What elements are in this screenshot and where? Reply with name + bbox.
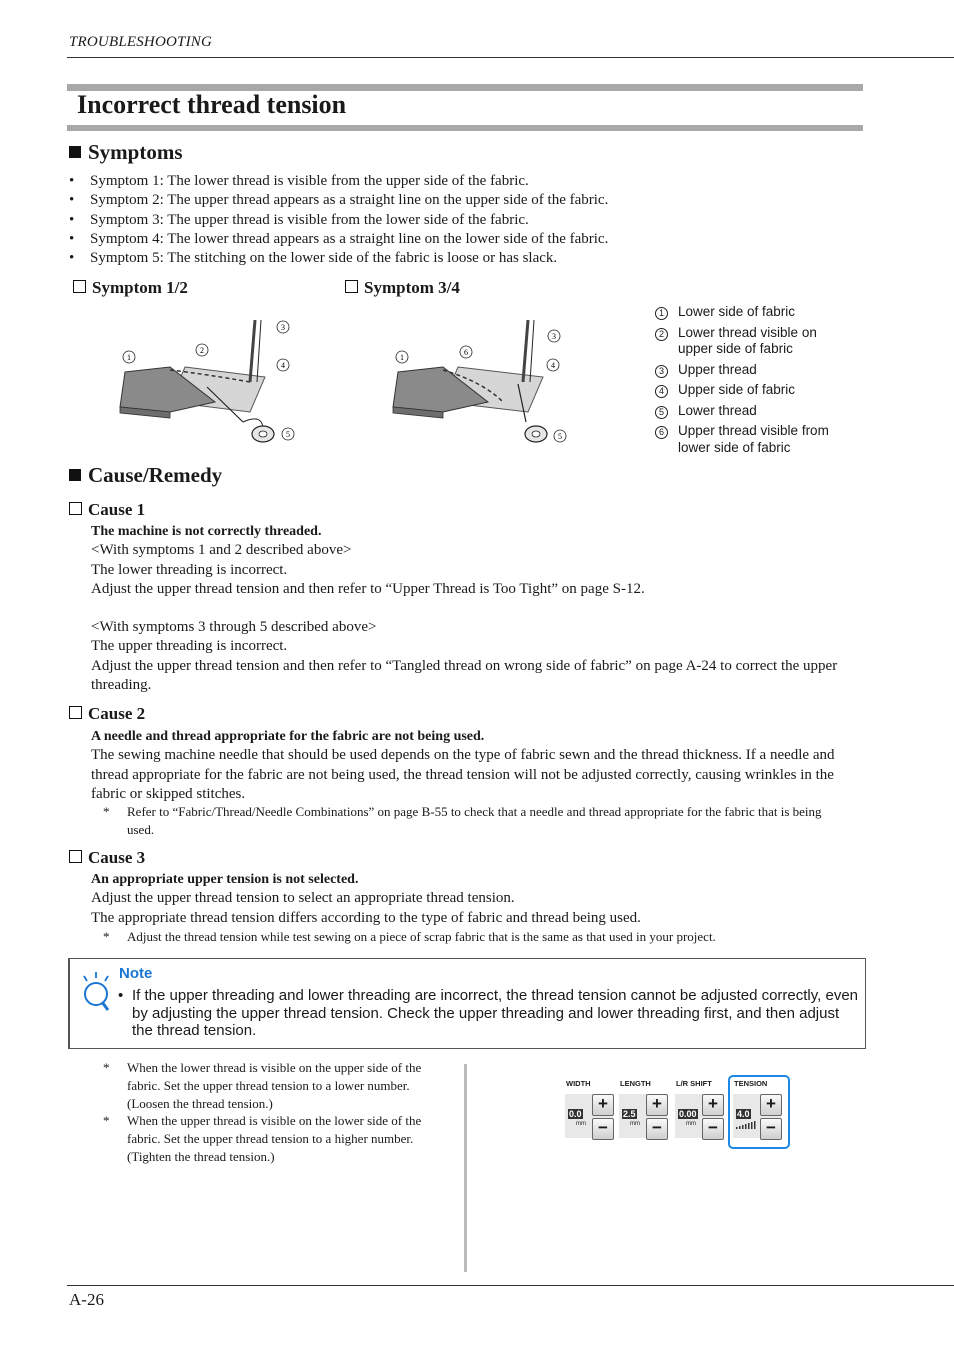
- cause-3-heading: Cause 3: [69, 848, 145, 868]
- stitch-settings-panel: [562, 1077, 788, 1149]
- svg-text:1: 1: [127, 353, 131, 362]
- svg-text:3: 3: [552, 332, 556, 341]
- svg-text:5: 5: [286, 430, 290, 439]
- svg-text:4: 4: [281, 361, 285, 370]
- legend-item: 1 Lower side of fabric: [655, 304, 855, 321]
- running-header: TROUBLESHOOTING: [69, 34, 213, 50]
- symptoms-heading: Symptoms: [69, 140, 183, 165]
- tension-control: TENSION 4.0 + −: [728, 1075, 790, 1149]
- note-icon: [78, 970, 114, 1012]
- square-bullet-icon: [69, 469, 81, 481]
- list-item: • Symptom 2: The upper thread appears as a straight line on the upper side of the fabric.: [67, 191, 867, 210]
- checkbox-icon: [69, 706, 82, 719]
- legend-item: 3 Upper thread: [655, 362, 855, 379]
- svg-text:5: 5: [558, 432, 562, 441]
- legend-item: 5 Lower thread: [655, 403, 855, 420]
- symptom-1-2-illustration: [115, 312, 305, 452]
- figure-legend: [655, 304, 855, 460]
- cause-1-heading: Cause 1: [69, 500, 145, 520]
- symptom-list: [67, 172, 867, 268]
- svg-text:4: 4: [551, 361, 555, 370]
- cause-2-heading: Cause 2: [69, 704, 145, 724]
- lr-shift-control: L/R SHIFT 0.00 mm + −: [672, 1077, 724, 1149]
- width-minus-button[interactable]: −: [592, 1118, 614, 1140]
- svg-text:6: 6: [464, 348, 468, 357]
- cause-remedy-heading: Cause/Remedy: [69, 463, 222, 488]
- width-control: WIDTH 0.0 mm + −: [562, 1077, 614, 1149]
- tension-plus-button[interactable]: +: [760, 1094, 782, 1116]
- checkbox-icon: [69, 850, 82, 863]
- lr-shift-plus-button[interactable]: +: [702, 1094, 724, 1116]
- checkbox-icon: [345, 280, 358, 293]
- svg-text:1: 1: [400, 353, 404, 362]
- svg-text:2: 2: [200, 346, 204, 355]
- square-bullet-icon: [69, 146, 81, 158]
- width-plus-button[interactable]: +: [592, 1094, 614, 1116]
- page-title: Incorrect thread tension: [77, 90, 347, 119]
- legend-item: 6 Upper thread visible from lower side of fabric: [655, 423, 855, 456]
- footer-rule: [67, 1285, 954, 1286]
- tension-minus-button[interactable]: −: [760, 1118, 782, 1140]
- figure-a-label: Symptom 1/2: [73, 278, 188, 298]
- symptom-3-4-illustration: [388, 312, 578, 452]
- checkbox-icon: [73, 280, 86, 293]
- column-divider: [464, 1064, 467, 1272]
- length-control: LENGTH 2.5 mm + −: [616, 1077, 668, 1149]
- list-item: • Symptom 5: The stitching on the lower side of the fabric is loose or has slack.: [67, 249, 867, 268]
- lr-shift-minus-button[interactable]: −: [702, 1118, 724, 1140]
- list-item: • Symptom 1: The lower thread is visible from the upper side of the fabric.: [67, 172, 867, 191]
- length-plus-button[interactable]: +: [646, 1094, 668, 1116]
- legend-item: 2 Lower thread visible on upper side of fabric: [655, 325, 855, 358]
- figure-b-label: Symptom 3/4: [345, 278, 460, 298]
- tip-2: * When the upper thread is visible on the lower side of the fabric. Set the upper thread tension to a higher number. (Tighten the thread tension.): [103, 1113, 422, 1164]
- list-item: • Symptom 4: The lower thread appears as a straight line on the lower side of the fabric.: [67, 230, 867, 249]
- page-number: A-26: [69, 1290, 104, 1309]
- header-rule: [67, 57, 954, 58]
- cause-1-body: The machine is not correctly threaded. <With symptoms 1 and 2 described above> The lower threading is incorrect. Adjust the upper thread tension and then refer to “Upper Thread is Too Tight” on page S-12. <With symptoms 3 through 5 described above> The upper threading is incorrect. Adjust the upper thread tension and then refer to “Tangled thread on wrong side of fabric” on page A-24 to correct the upper threading.: [91, 524, 838, 694]
- legend-item: 4 Upper side of fabric: [655, 382, 855, 399]
- cause-3-body: An appropriate upper tension is not selected. Adjust the upper thread tension to select an appropriate thread tension. The appropriate thread tension differs according to the type of fabric and thread being used.: [91, 872, 641, 926]
- svg-text:3: 3: [281, 323, 285, 332]
- note-text: • If the upper threading and lower threading are incorrect, the thread tension cannot be adjusted correctly, even by adjusting the upper thread tension. Check the upper threading and lower threading first, and then adjust the thread tension.: [118, 987, 859, 1039]
- cause-2-body: A needle and thread appropriate for the fabric are not being used. The sewing machine needle that should be used depends on the type of fabric sewn and the thread thickness. If a needle and thread appropriate for the fabric are not being used, the thread tension will not be adjusted correctly, causing wrinkles in the fabric or skipped stitches.: [91, 729, 835, 802]
- cause-3-footnote: * Adjust the thread tension while test sewing on a piece of scrap fabric that is the same as that used in your project.: [103, 929, 716, 944]
- checkbox-icon: [69, 502, 82, 515]
- cause-2-footnote: * Refer to “Fabric/Thread/Needle Combinations” on page B-55 to check that a needle and thread appropriate for the fabric that is being used.: [103, 804, 822, 837]
- tip-1: * When the lower thread is visible on the upper side of the fabric. Set the upper thread tension to a lower number. (Loosen the thread tension.): [103, 1060, 422, 1111]
- length-minus-button[interactable]: −: [646, 1118, 668, 1140]
- title-bar-bottom: [67, 125, 863, 131]
- note-title: Note: [119, 965, 153, 982]
- tension-level-icon: [736, 1121, 756, 1129]
- list-item: • Symptom 3: The upper thread is visible from the lower side of the fabric.: [67, 211, 867, 230]
